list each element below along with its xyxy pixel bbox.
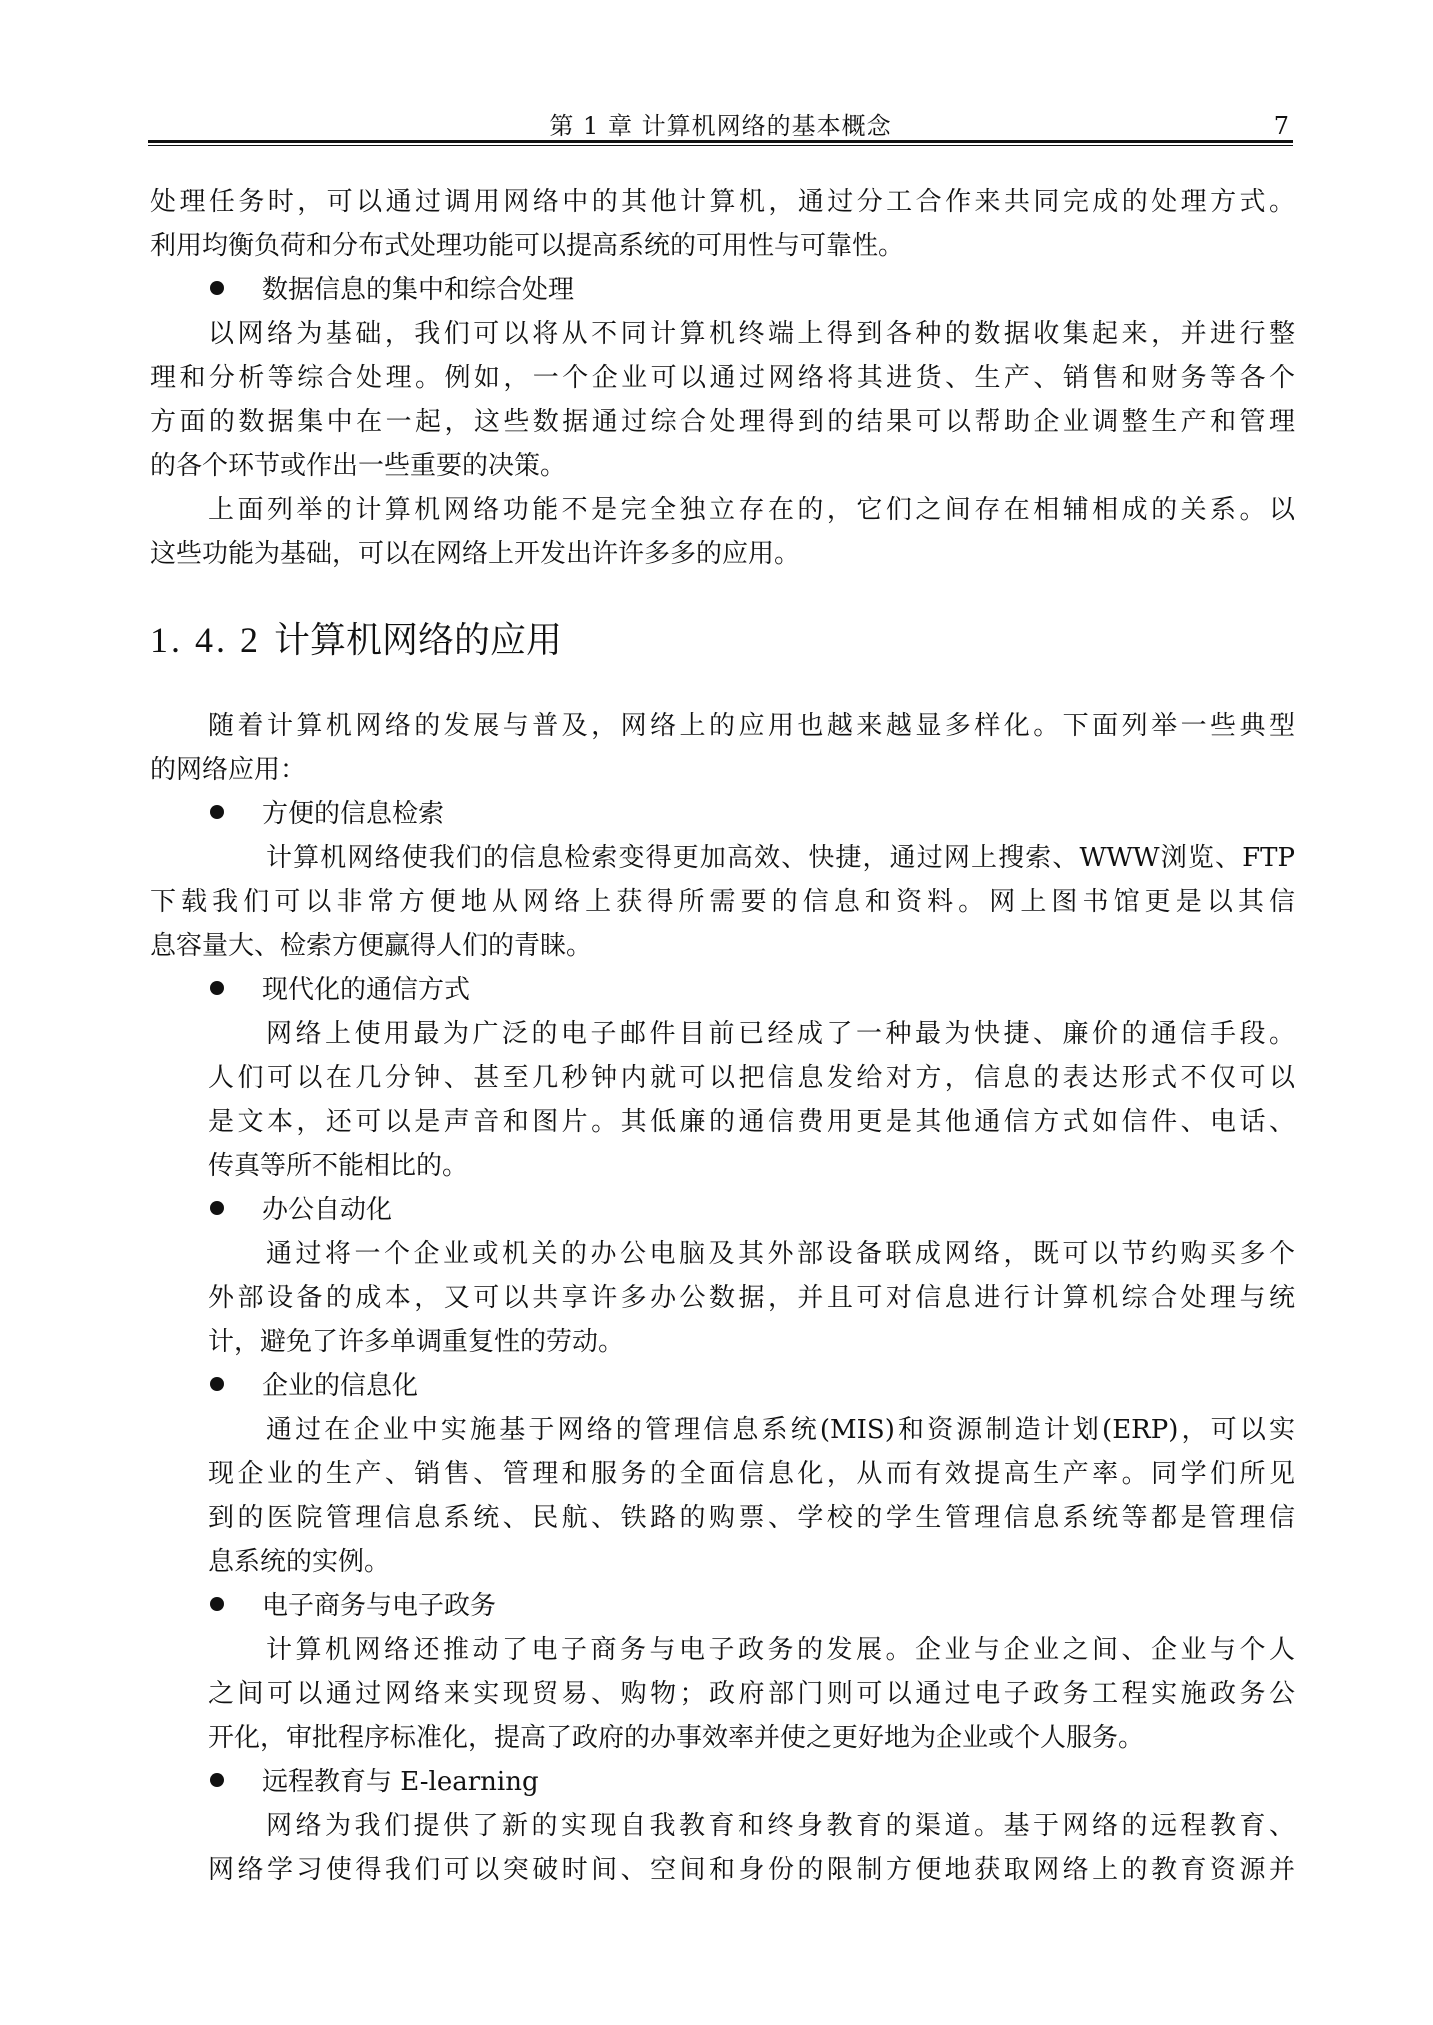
bullet-heading: [150, 968, 1295, 1012]
application-item: [150, 1760, 1295, 1892]
application-item: [150, 792, 1295, 968]
text-line: 计算机网络还推动了电子商务与电子政务的发展。企业与企业之间、企业与个人: [266, 1635, 1295, 1665]
text-line: 传真等所不能相比的。: [208, 1151, 469, 1181]
header-rule-thick: [148, 140, 1293, 143]
text-line: 人们可以在几分钟、甚至几秒钟内就可以把信息发给对方，信息的表达形式不仅可以: [208, 1063, 1295, 1093]
paragraph: [150, 312, 1295, 488]
text-line: 是文本，还可以是声音和图片。其低廉的通信费用更是其他通信方式如信件、电话、: [208, 1107, 1295, 1137]
text-line: 网络上使用最为广泛的电子邮件目前已经成了一种最为快捷、廉价的通信手段。: [266, 1019, 1295, 1049]
text-line: 的网络应用：: [150, 755, 307, 785]
bullet-heading-text: 电子商务与电子政务: [262, 1591, 497, 1621]
application-item: [150, 1188, 1295, 1364]
application-item: [150, 1364, 1295, 1584]
text-line: 上面列举的计算机网络功能不是完全独立存在的，它们之间存在相辅相成的关系。以: [208, 495, 1295, 525]
text-line: 以网络为基础，我们可以将从不同计算机终端上得到各种的数据收集起来，并进行整: [208, 319, 1295, 349]
text-line: 这些功能为基础，可以在网络上开发出许许多多的应用。: [150, 539, 801, 569]
bullet-heading-text: 数据信息的集中和综合处理: [262, 275, 575, 305]
text-line: 下载我们可以非常方便地从网络上获得所需要的信息和资料。网上图书馆更是以其信: [150, 887, 1295, 917]
bullet-heading: [150, 1188, 1295, 1232]
bullet-heading: [150, 1584, 1295, 1628]
text-line: 之间可以通过网络来实现贸易、购物；政府部门则可以通过电子政务工程实施政务公: [208, 1679, 1295, 1709]
bullet-heading: [150, 268, 1295, 312]
body-content: [150, 180, 1295, 1892]
text-line: 息系统的实例。: [208, 1547, 391, 1577]
chapter-title: 第 1 章 计算机网络的基本概念: [549, 112, 892, 140]
application-item: [150, 968, 1295, 1188]
bullet-heading-text: 企业的信息化: [262, 1371, 419, 1401]
paragraph-continued: [150, 180, 1295, 268]
section-heading: [150, 618, 1295, 662]
bullet-dot-icon: [210, 1597, 224, 1611]
text-line: 网络学习使得我们可以突破时间、空间和身份的限制方便地获取网络上的教育资源并: [208, 1855, 1295, 1885]
bullet-heading: [150, 792, 1295, 836]
text-line: 现企业的生产、销售、管理和服务的全面信息化，从而有效提高生产率。同学们所见: [208, 1459, 1295, 1489]
bullet-dot-icon: [210, 805, 224, 819]
text-line: 方面的数据集中在一起，这些数据通过综合处理得到的结果可以帮助企业调整生产和管理: [150, 407, 1295, 437]
text-line: 网络为我们提供了新的实现自我教育和终身教育的渠道。基于网络的远程教育、: [266, 1811, 1295, 1841]
text-line: 利用均衡负荷和分布式处理功能可以提高系统的可用性与可靠性。: [150, 231, 905, 261]
paragraph: [150, 488, 1295, 576]
text-line: 息容量大、检索方便赢得人们的青睐。: [150, 931, 593, 961]
text-line: 通过将一个企业或机关的办公电脑及其外部设备联成网络，既可以节约购买多个: [266, 1239, 1295, 1269]
bullet-heading: [150, 1364, 1295, 1408]
text-line: 通过在企业中实施基于网络的管理信息系统(MIS)和资源制造计划(ERP)，可以实: [266, 1415, 1295, 1445]
text-line: 计，避免了许多单调重复性的劳动。: [208, 1327, 625, 1357]
section-number: 1. 4. 2: [150, 620, 261, 660]
bullet-heading-text: 办公自动化: [262, 1195, 393, 1225]
bullet-heading: [150, 1760, 1295, 1804]
section-title: 计算机网络的应用: [274, 620, 563, 661]
bullet-dot-icon: [210, 1377, 224, 1391]
section-intro: [150, 704, 1295, 792]
text-line: 的各个环节或作出一些重要的决策。: [150, 451, 567, 481]
text-line: 处理任务时，可以通过调用网络中的其他计算机，通过分工合作来共同完成的处理方式。: [150, 187, 1295, 217]
text-line: 开化，审批程序标准化，提高了政府的办事效率并使之更好地为企业或个人服务。: [208, 1723, 1145, 1753]
text-line: 到的医院管理信息系统、民航、铁路的购票、学校的学生管理信息系统等都是管理信: [208, 1503, 1295, 1533]
application-item: [150, 1584, 1295, 1760]
bullet-dot-icon: [210, 981, 224, 995]
text-line: 理和分析等综合处理。例如，一个企业可以通过网络将其进货、生产、销售和财务等各个: [150, 363, 1295, 393]
bullet-dot-icon: [210, 1773, 224, 1787]
bullet-dot-icon: [210, 1201, 224, 1215]
page-number: 7: [1273, 112, 1289, 140]
header-rule-thin: [148, 145, 1293, 146]
bullet-heading-text: 远程教育与 E-learning: [262, 1767, 539, 1797]
text-line: 计算机网络使我们的信息检索变得更加高效、快捷，通过网上搜索、WWW浏览、FTP: [266, 843, 1295, 873]
text-line: 外部设备的成本，又可以共享许多办公数据，并且可对信息进行计算机综合处理与统: [208, 1283, 1295, 1313]
bullet-heading-text: 现代化的通信方式: [262, 975, 471, 1005]
bullet-dot-icon: [210, 281, 224, 295]
text-line: 随着计算机网络的发展与普及，网络上的应用也越来越显多样化。下面列举一些典型: [208, 711, 1295, 741]
bullet-heading-text: 方便的信息检索: [262, 799, 445, 829]
